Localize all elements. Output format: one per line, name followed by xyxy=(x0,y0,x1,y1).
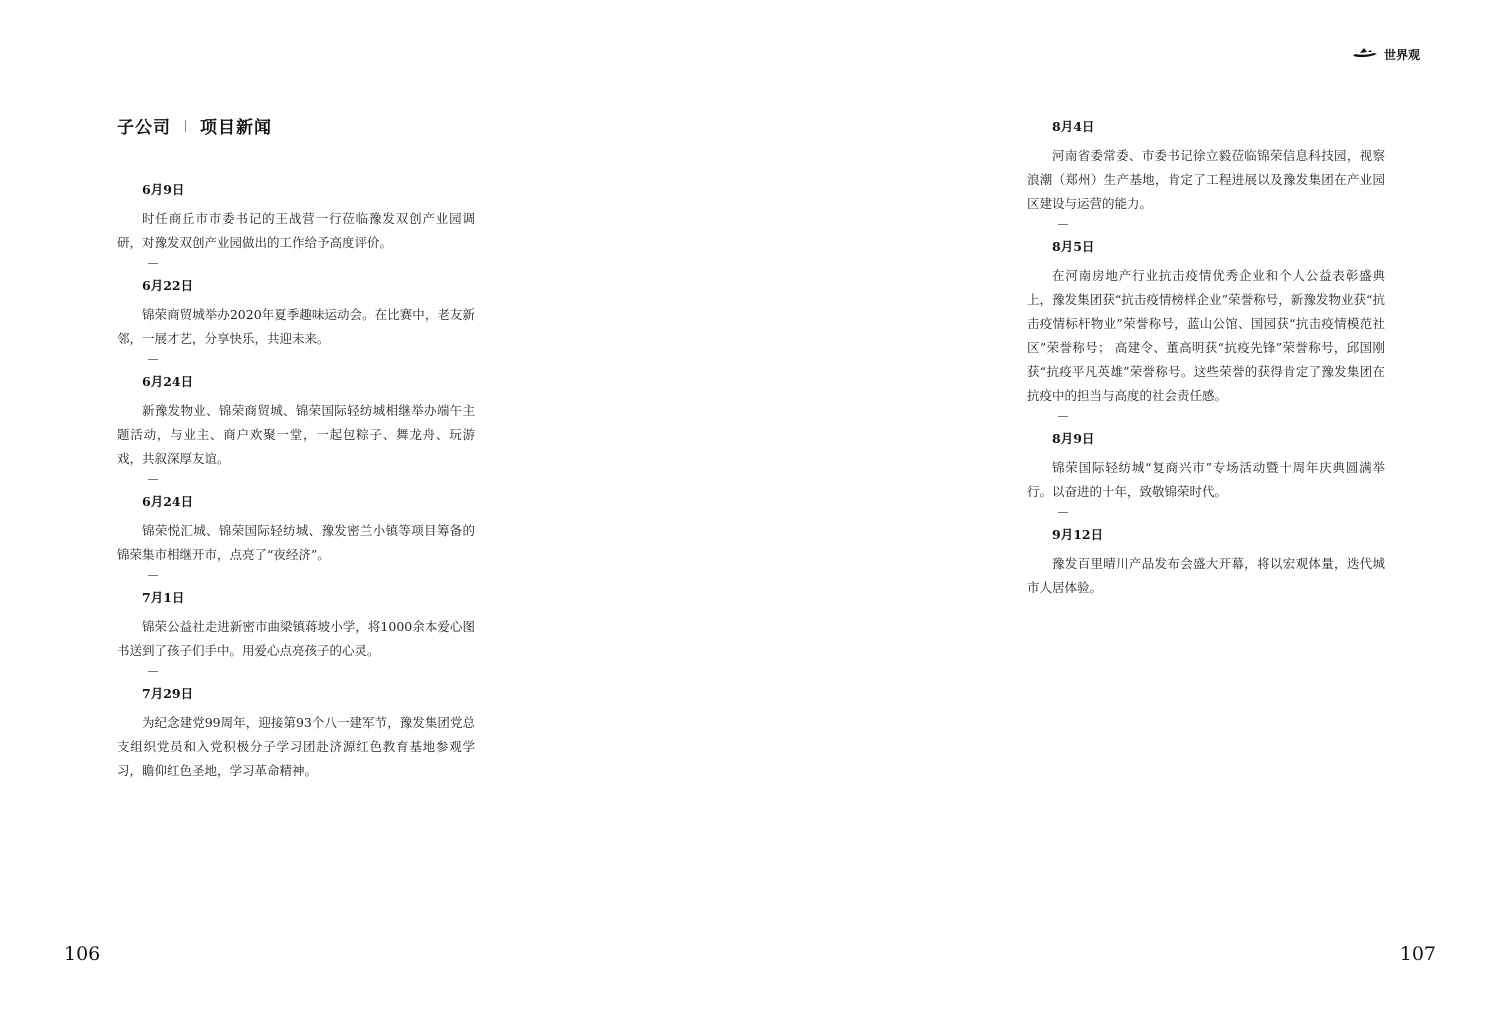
entry-date: 8月5日 xyxy=(1052,239,1095,254)
entry-date: 7月29日 xyxy=(142,686,194,701)
entry-date: 9月12日 xyxy=(1052,527,1104,542)
entry-divider xyxy=(148,671,158,672)
page-number-right: 107 xyxy=(1399,943,1436,965)
news-entry xyxy=(117,277,475,360)
news-entry xyxy=(117,493,475,576)
news-entry xyxy=(117,373,475,480)
entry-date: 6月24日 xyxy=(142,494,194,509)
news-entry xyxy=(117,589,475,672)
entry-divider xyxy=(1058,512,1068,513)
boat-logo-icon xyxy=(1352,47,1384,62)
right-page xyxy=(750,0,1500,1025)
news-entry xyxy=(117,685,475,783)
subsection-title: 项目新闻 xyxy=(200,118,272,138)
entry-divider xyxy=(148,575,158,576)
entry-divider xyxy=(1058,224,1068,225)
entry-divider xyxy=(148,263,158,264)
entry-divider xyxy=(1058,416,1068,417)
entry-text: 时任商丘市市委书记的王战营一行莅临豫发双创产业园调研，对豫发双创产业园做出的工作给予高度评价。 xyxy=(117,211,475,250)
entry-text: 在河南房地产行业抗击疫情优秀企业和个人公益表彰盛典上，豫发集团获“抗击疫情榜样企业”荣誉称号，新豫发物业获“抗击疫情标杆物业”荣誉称号，蓝山公馆、国园获“抗击疫情模范社区”荣誉称号； 高建令、董高明获“抗疫先锋”荣誉称号，邱国刚获“抗疫平凡英雄”荣誉称号。这些荣誉的获得肯定了豫发集团在抗疫中的担当与高度的社会责任感。 xyxy=(1027,268,1385,403)
entry-text: 锦荣商贸城举办2020年夏季趣味运动会。在比赛中，老友新邻，一展才艺，分享快乐，共迎未来。 xyxy=(117,307,475,346)
entry-date: 7月1日 xyxy=(142,590,185,605)
entry-date: 8月4日 xyxy=(1052,119,1095,134)
entry-date: 6月24日 xyxy=(142,374,194,389)
entry-text: 豫发百里晴川产品发布会盛大开幕，将以宏观体量，迭代城市人居体验。 xyxy=(1027,556,1385,595)
entry-text: 河南省委常委、市委书记徐立毅莅临锦荣信息科技园，视察浪潮（郑州）生产基地，肯定了工程进展以及豫发集团在产业园区建设与运营的能力。 xyxy=(1027,148,1385,211)
entry-date: 8月9日 xyxy=(1052,431,1095,446)
entry-text: 锦荣国际轻纺城“复商兴市”专场活动暨十周年庆典圆满举行。以奋进的十年，致敬锦荣时代。 xyxy=(1027,460,1385,499)
entry-text: 锦荣公益社走进新密市曲梁镇蒋坡小学，将1000余本爱心图书送到了孩子们手中。用爱心点亮孩子的心灵。 xyxy=(117,619,475,658)
entry-text: 新豫发物业、锦荣商贸城、锦荣国际轻纺城相继举办端午主题活动，与业主、商户欢聚一堂，一起包粽子、舞龙舟、玩游戏，共叙深厚友谊。 xyxy=(117,403,475,466)
entry-text: 为纪念建党99周年，迎接第93个八一建军节，豫发集团党总支组织党员和入党积极分子学习团赴济源红色教育基地参观学习，瞻仰红色圣地，学习革命精神。 xyxy=(117,715,475,778)
entry-date: 6月22日 xyxy=(142,278,194,293)
page-number-left: 106 xyxy=(64,943,101,965)
news-entry xyxy=(1027,118,1385,225)
news-entry xyxy=(1027,526,1385,600)
brand-name: 世界观 xyxy=(1383,48,1420,62)
news-entry xyxy=(117,181,475,264)
section-heading xyxy=(117,113,272,138)
news-entry xyxy=(1027,430,1385,513)
news-entry xyxy=(1027,238,1385,417)
heading-divider xyxy=(185,120,186,132)
brand-mark xyxy=(1352,46,1420,63)
entry-text: 锦荣悦汇城、锦荣国际轻纺城、豫发密兰小镇等项目筹备的锦荣集市相继开市，点亮了“夜经济”。 xyxy=(117,523,475,562)
section-title: 子公司 xyxy=(117,118,171,138)
left-news-column xyxy=(117,181,475,783)
right-news-column xyxy=(1027,118,1385,600)
entry-divider xyxy=(148,359,158,360)
entry-divider xyxy=(148,479,158,480)
entry-date: 6月9日 xyxy=(142,182,185,197)
